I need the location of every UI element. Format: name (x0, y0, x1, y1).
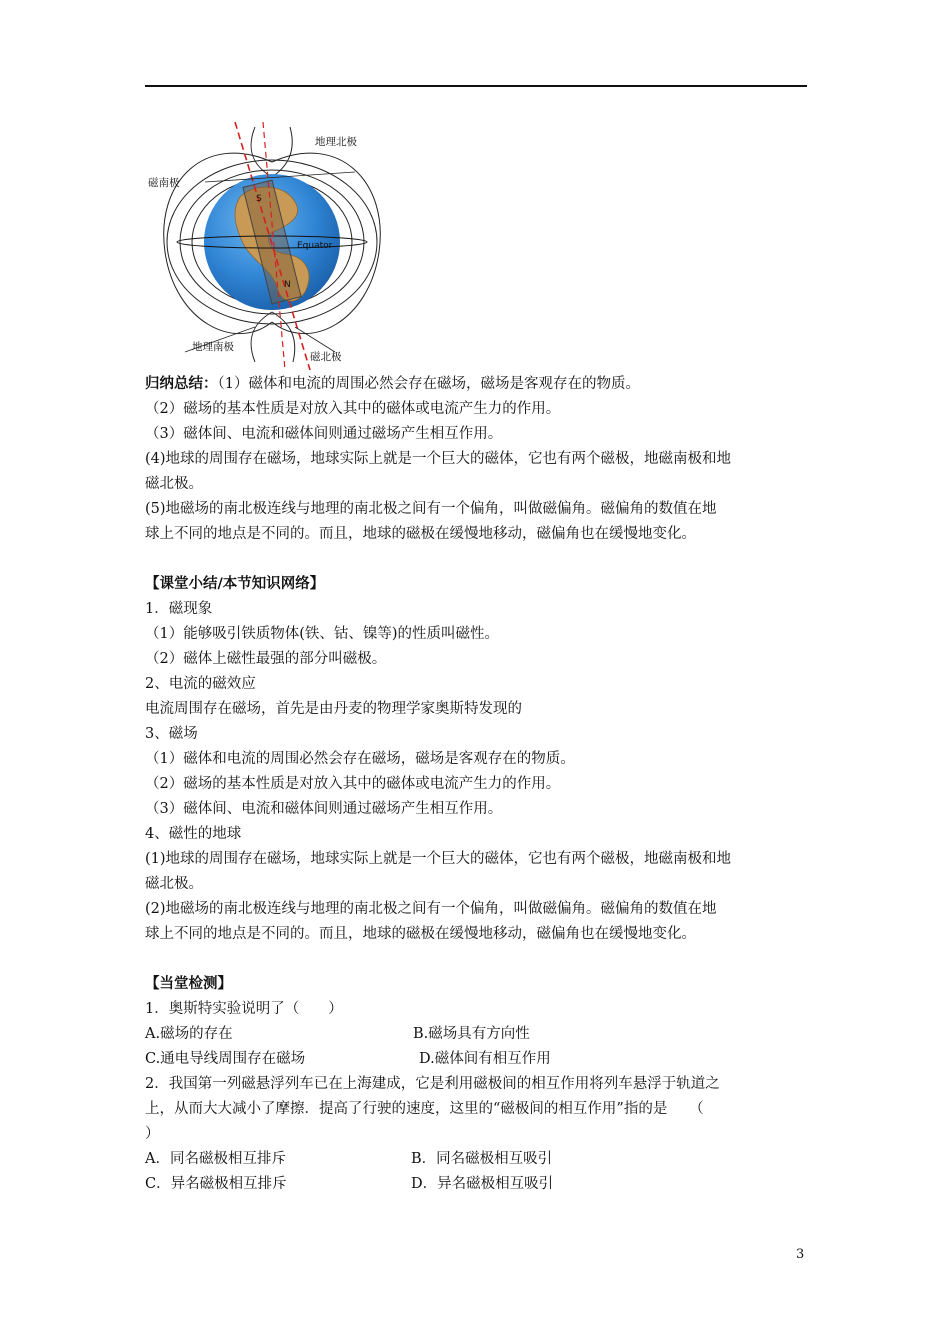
summary-line: (4)地球的周围存在磁场，地球实际上就是一个巨大的磁体，它也有两个磁极，地磁南极和地 (145, 451, 732, 467)
section-line: 球上不同的地点是不同的。而且，地球的磁极在缓慢地移动，磁偏角也在缓慢地变化。 (145, 926, 696, 942)
mag-north-label: 磁北极 (310, 351, 342, 363)
summary-label: 归纳总结： (145, 376, 218, 392)
q2-option-b: B．同名磁极相互吸引 (411, 1151, 553, 1167)
question-1-stem: 1．奥斯特实验说明了（ ） (145, 1001, 343, 1017)
summary-line: （3）磁体间、电流和磁体间则通过磁场产生相互作用。 (145, 426, 503, 442)
geo-south-label: 地理南极 (192, 341, 234, 353)
section-line: 4、磁性的地球 (145, 826, 242, 842)
question-2-options-row-1 (145, 1147, 811, 1172)
equator-label: Equator (297, 241, 333, 251)
section-line: （2）磁场的基本性质是对放入其中的磁体或电流产生力的作用。 (145, 776, 561, 792)
earth-magnetic-field-diagram (145, 122, 385, 370)
header-rule (145, 85, 807, 87)
q2-option-a: A．同名磁极相互排斥 (145, 1151, 286, 1167)
q1-option-c: C.通电导线周围存在磁场 (145, 1051, 306, 1067)
section-line: 1．磁现象 (145, 601, 213, 617)
page-number: 3 (796, 1247, 805, 1262)
question-1-options-row-1 (145, 1022, 811, 1047)
section-line: 2、电流的磁效应 (145, 676, 256, 692)
section-line: （3）磁体间、电流和磁体间则通过磁场产生相互作用。 (145, 801, 503, 817)
mag-south-label: 磁南极 (148, 177, 180, 189)
section-line: （1）磁体和电流的周围必然会存在磁场，磁场是客观存在的物质。 (145, 751, 575, 767)
question-2-stem-line: ） (145, 1126, 160, 1142)
question-1-options-row-2 (145, 1047, 811, 1072)
summary-line: （2）磁场的基本性质是对放入其中的磁体或电流产生力的作用。 (145, 401, 561, 417)
earth-magnetic-field-figure (145, 122, 385, 370)
question-2-stem-line: 2．我国第一列磁悬浮列车已在上海建成，它是利用磁极间的相互作用将列车悬浮于轨道之 (145, 1076, 720, 1092)
s-pole-label: S (256, 194, 262, 204)
section-line: （1）能够吸引铁质物体(铁、钴、镍等)的性质叫磁性。 (145, 626, 500, 642)
section-line: (1)地球的周围存在磁场，地球实际上就是一个巨大的磁体，它也有两个磁极，地磁南极和地 (145, 851, 732, 867)
q1-option-a: A.磁场的存在 (145, 1026, 233, 1042)
summary-line: 磁北极。 (145, 476, 203, 492)
summary-line: (5)地磁场的南北极连线与地理的南北极之间有一个偏角，叫做磁偏角。磁偏角的数值在地 (145, 501, 717, 517)
section-line: (2)地磁场的南北极连线与地理的南北极之间有一个偏角，叫做磁偏角。磁偏角的数值在地 (145, 901, 717, 917)
section-line: 3、磁场 (145, 726, 198, 742)
section-line: 电流周围存在磁场，首先是由丹麦的物理学家奥斯特发现的 (145, 701, 522, 717)
section-heading-summary: 【课堂小结/本节知识网络】 (145, 576, 325, 592)
summary-line: 球上不同的地点是不同的。而且，地球的磁极在缓慢地移动，磁偏角也在缓慢地变化。 (145, 526, 696, 542)
q2-option-d: D．异名磁极相互吸引 (411, 1176, 554, 1192)
section-line: （2）磁体上磁性最强的部分叫磁极。 (145, 651, 387, 667)
geo-north-label: 地理北极 (315, 136, 357, 148)
section-line: 磁北极。 (145, 876, 203, 892)
summary-line-1: 归纳总结：（1）磁体和电流的周围必然会存在磁场，磁场是客观存在的物质。 (145, 376, 640, 392)
q1-option-d: D.磁体间有相互作用 (419, 1051, 551, 1067)
section-heading-test: 【当堂检测】 (145, 976, 232, 992)
q2-option-c: C．异名磁极相互排斥 (145, 1176, 287, 1192)
q1-option-b: B.磁场具有方向性 (413, 1026, 530, 1042)
page-content (145, 372, 811, 1197)
n-pole-label: N (284, 280, 291, 290)
question-2-options-row-2 (145, 1172, 811, 1197)
question-2-stem-line: 上，从而大大减小了摩擦．提高了行驶的速度，这里的“磁极间的相互作用”指的是 （ (145, 1101, 704, 1117)
